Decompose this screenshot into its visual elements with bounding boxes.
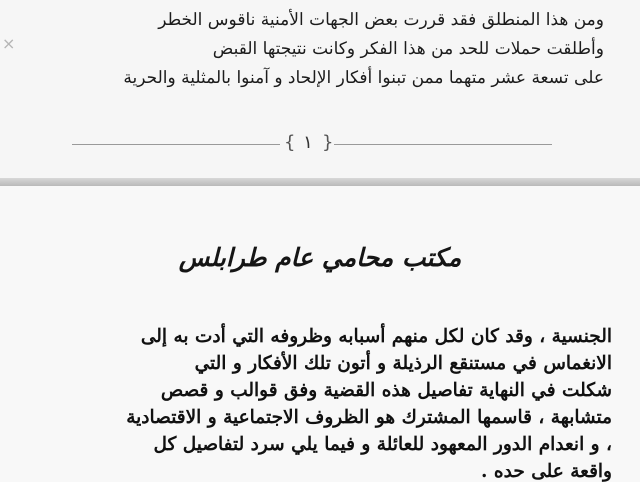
top-page <box>0 0 640 178</box>
divider-rule-right <box>334 144 552 145</box>
top-page-text <box>50 6 604 93</box>
page-footer-divider <box>0 132 640 153</box>
text-line: ومن هذا المنطلق فقد قررت بعض الجهات الأمنية ناقوس الخطر <box>158 10 604 30</box>
text-line: شكلت في النهاية تفاصيل هذه القضية وفق قوالب و قصص <box>160 380 612 401</box>
margin-mark-icon: × <box>2 34 16 53</box>
divider-rule-left <box>72 144 280 145</box>
brace-right-icon: } <box>322 132 334 153</box>
text-line: واقعة على حده . <box>481 461 612 482</box>
page-gap <box>0 178 640 186</box>
text-line: الجنسية ، وقد كان لكل منهم أسبابه وظروفه التي أدت به إلى <box>140 326 612 347</box>
text-line: على تسعة عشر متهما ممن تبنوا أفكار الإلحاد و آمنوا بالمثلية والحرية <box>123 68 604 88</box>
text-line: ، و انعدام الدور المعهود للعائلة و فيما يلي سرد لتفاصيل كل <box>153 434 612 455</box>
text-line: متشابهة ، قاسمها المشترك هو الظروف الاجتماعية و الاقتصادية <box>126 407 612 428</box>
section-heading: مكتب محامي عام طرابلس <box>178 243 462 272</box>
text-line: الانغماس في مستنقع الرذيلة و أتون تلك الأفكار و التي <box>194 353 612 374</box>
page-number: ١ <box>303 132 313 153</box>
text-line: وأطلقت حملات للحد من هذا الفكر وكانت نتيجتها القبض <box>212 39 604 59</box>
bottom-page-text <box>20 323 612 485</box>
brace-left-icon: { <box>284 132 296 153</box>
